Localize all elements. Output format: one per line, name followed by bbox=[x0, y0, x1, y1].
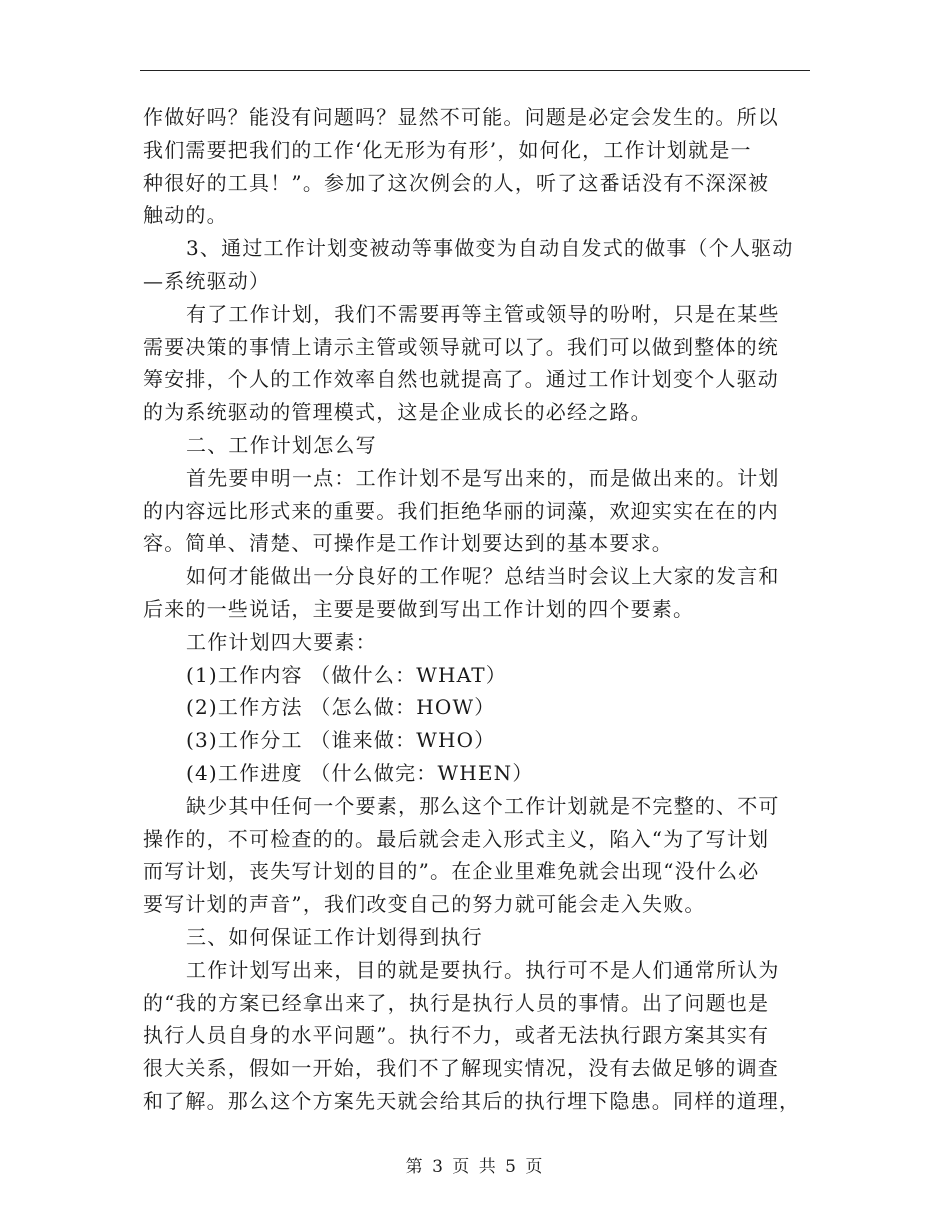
text-line: 的内容远比形式来的重要。我们拒绝华丽的词藻，欢迎实实在在的内 bbox=[143, 498, 779, 523]
document-body bbox=[143, 101, 811, 1118]
text-line: 触动的。 bbox=[143, 203, 228, 228]
text-line: 3、通过工作计划变被动等事做变为自动自发式的做事（个人驱动 bbox=[186, 236, 794, 261]
text-line: 工作计划四大要素： bbox=[186, 629, 377, 654]
text-line: 缺少其中任何一个要素，那么这个工作计划就是不完整的、不可 bbox=[186, 793, 780, 818]
header-rule bbox=[140, 70, 810, 71]
text-line: (1)工作内容 （做什么：WHAT） bbox=[186, 662, 507, 687]
text-line: 而写计划，丧失写计划的目的”。在企业里难免就会出现“没什么必 bbox=[143, 859, 760, 884]
text-line: 作做好吗？能没有问题吗？显然不可能。问题是必定会发生的。所以 bbox=[143, 105, 779, 129]
text-line: 后来的一些说话，主要是要做到写出工作计划的四个要素。 bbox=[143, 596, 695, 621]
text-line: 三、如何保证工作计划得到执行 bbox=[186, 924, 483, 949]
text-line: 执行人员自身的水平问题”。执行不力，或者无法执行跟方案其实有 bbox=[143, 1023, 770, 1048]
text-line: (3)工作分工 （谁来做：WHO） bbox=[186, 728, 496, 753]
text-line: 如何才能做出一分良好的工作呢？总结当时会议上大家的发言和 bbox=[186, 564, 780, 589]
text-line: 有了工作计划，我们不需要再等主管或领导的吩咐，只是在某些 bbox=[186, 301, 780, 326]
text-line: 工作计划写出来，目的就是要执行。执行可不是人们通常所认为 bbox=[186, 957, 780, 982]
text-line: 和了解。那么这个方案先天就会给其后的执行埋下隐患。同样的道理， bbox=[143, 1088, 801, 1113]
text-line: —系统驱动） bbox=[143, 268, 271, 293]
page-footer: 第 3 页 共 5 页 bbox=[405, 1157, 545, 1177]
text-line: 很大关系，假如一开始，我们不了解现实情况，没有去做足够的调查 bbox=[143, 1056, 779, 1081]
text-line: 的“我的方案已经拿出来了，执行是执行人员的事情。出了问题也是 bbox=[143, 990, 770, 1015]
text-line: 筹安排，个人的工作效率自然也就提高了。通过工作计划变个人驱动 bbox=[143, 367, 779, 392]
text-line: 的为系统驱动的管理模式，这是企业成长的必经之路。 bbox=[143, 400, 652, 425]
text-line: 容。简单、清楚、可操作是工作计划要达到的基本要求。 bbox=[143, 531, 673, 556]
text-line: 操作的，不可检查的的。最后就会走入形式主义，陷入“为了写计划 bbox=[143, 826, 770, 851]
text-line: 种很好的工具！”。参加了这次例会的人，听了这番话没有不深深被 bbox=[143, 170, 770, 195]
text-line: 需要决策的事情上请示主管或领导就可以了。我们可以做到整体的统 bbox=[143, 334, 779, 359]
text-line: 我们需要把我们的工作‘化无形为有形’，如何化，工作计划就是一 bbox=[143, 137, 752, 162]
text-line: 要写计划的声音”，我们改变自己的努力就可能会走入失败。 bbox=[143, 892, 706, 917]
text-line: (2)工作方法 （怎么做：HOW） bbox=[186, 695, 496, 720]
text-line: 首先要申明一点：工作计划不是写出来的，而是做出来的。计划 bbox=[186, 465, 780, 490]
text-line: (4)工作进度 （什么做完：WHEN） bbox=[186, 760, 534, 785]
text-line: 二、工作计划怎么写 bbox=[186, 432, 377, 457]
